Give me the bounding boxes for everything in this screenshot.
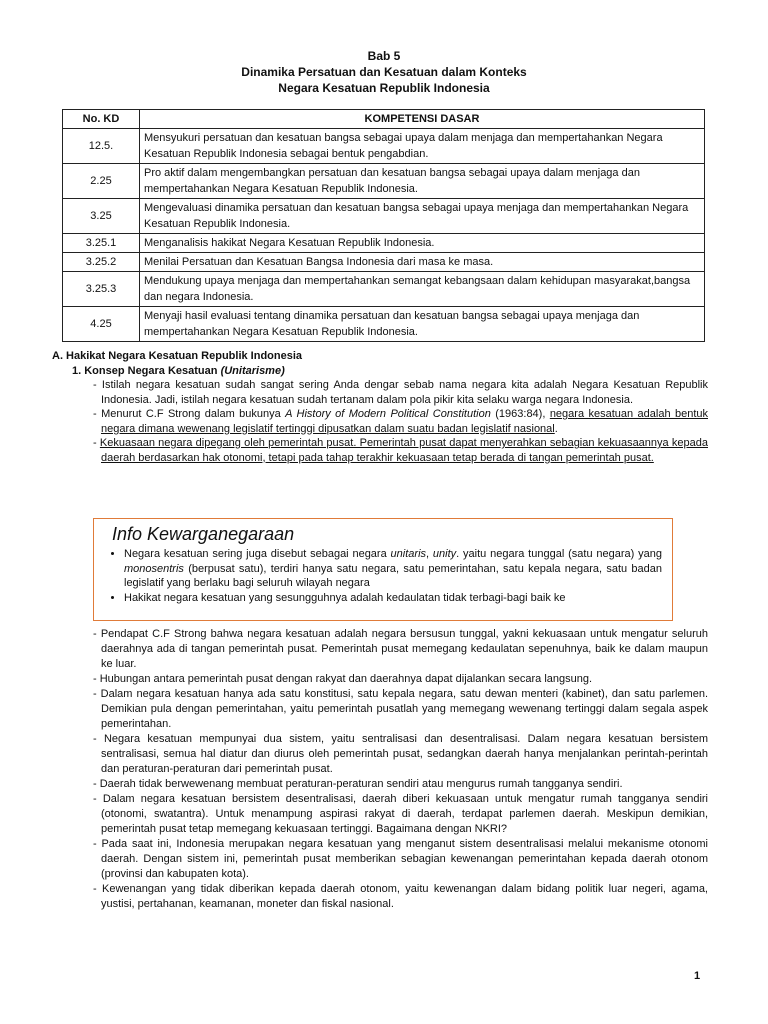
info-kewarganegaraan-box xyxy=(93,518,673,621)
list-item: - Daerah tidak berwewenang membuat peraturan-peraturan sendiri atau mengurus rumah tangganya sendiri. xyxy=(93,778,623,790)
book-title: A History of Modern Political Constitution xyxy=(285,408,491,420)
subsection-heading-term: (Unitarisme) xyxy=(220,364,285,377)
kd-number: 2.25 xyxy=(63,164,140,199)
text-run: (berpusat satu), terdiri hanya satu negara, satu pemerintahan, satu kepala negara, satu badan legislatif yang berlaku bagi seluruh wilayah negara xyxy=(124,562,662,589)
list-item: - Hubungan antara pemerintah pusat dengan rakyat dan daerahnya dapat dijalankan secara langsung. xyxy=(93,673,593,685)
paragraph-kekuasaan xyxy=(52,436,708,465)
term-unitaris: unitaris xyxy=(390,548,427,560)
list-item: - Dalam negara kesatuan hanya ada satu konstitusi, satu kepala negara, satu dewan menteri (kabinet), dan satu parlemen. Demikian pula dengan pemerintahan, yaitu pemerintah pusatlah yang memegang wewenang tertinggi dalam segala aspek pemerintahan. xyxy=(93,688,708,730)
table-row xyxy=(63,253,705,272)
kd-number: 3.25 xyxy=(63,199,140,234)
kd-description: Menilai Persatuan dan Kesatuan Bangsa Indonesia dari masa ke masa. xyxy=(140,253,705,272)
text-run: . yaitu negara tunggal (satu negara) yang xyxy=(456,548,662,560)
info-bullet-item xyxy=(124,547,662,591)
text-run: , xyxy=(426,548,433,560)
kd-description: Pro aktif dalam mengembangkan persatuan dan kesatuan bangsa sebagai upaya dalam menjaga dan mempertahankan Negara Kesatuan Republik Indonesia. xyxy=(140,164,705,199)
text-run: (1963:84), xyxy=(490,408,550,420)
kompetensi-dasar-table xyxy=(62,109,705,342)
text-run: - Menurut C.F Strong dalam bukunya xyxy=(93,408,286,420)
info-box-title: Info Kewarganegaraan xyxy=(112,524,295,544)
list-item: - Kewenangan yang tidak diberikan kepada daerah otonom, yaitu kewenangan dalam bidang politik luar negeri, agama, yustisi, pertahanan, keamanan, moneter dan fiskal nasional. xyxy=(93,883,708,910)
table-row xyxy=(63,199,705,234)
section-heading: A. Hakikat Negara Kesatuan Republik Indonesia xyxy=(52,350,303,362)
kd-description: Mendukung upaya menjaga dan mempertahankan semangat kebangsaan dalam kehidupan masyarakat,bangsa dan negara Indonesia. xyxy=(140,272,705,307)
kekuasaan-underlined: Kekuasaan negara dipegang oleh pemerintah pusat. Pemerintah pusat dapat menyerahkan sebagian kekuasaannya kepada daerah berdasarkan hak otonomi, tetapi pada tahap terakhir kekuasaan tetap berada di tangan pemerintah pusat. xyxy=(99,437,708,464)
text-run: Negara kesatuan sering juga disebut sebagai negara xyxy=(124,548,391,560)
list-item: - Pada saat ini, Indonesia merupakan negara kesatuan yang menganut sistem desentralisasi melalui mekanisme otonomi daerah. Dengan sistem ini, pemerintah pusat memberikan sebagian kewenangan pemerintahan kepada daerah otonom (provinsi dan kabupaten kota). xyxy=(93,838,708,880)
list-item: - Pendapat C.F Strong bahwa negara kesatuan adalah negara bersusun tunggal, yakni kekuasaan untuk mengatur seluruh daerahnya ada di tangan pemerintah pusat. Pemerintah pusat memegang kedaulatan sepenuhnya, baik ke dalam maupun ke luar. xyxy=(93,628,708,670)
kd-number: 3.25.2 xyxy=(63,253,140,272)
column-header-no-kd: No. KD xyxy=(63,110,140,129)
subsection-heading-text: 1. Konsep Negara Kesatuan xyxy=(72,364,221,377)
kd-number: 4.25 xyxy=(63,307,140,342)
page-number: 1 xyxy=(694,970,701,982)
kd-description: Mensyukuri persatuan dan kesatuan bangsa sebagai upaya dalam menjaga dan mempertahankan Negara Kesatuan Republik Indonesia sebagai bentuk pengabdian. xyxy=(140,129,705,164)
kd-description: Menganalisis hakikat Negara Kesatuan Republik Indonesia. xyxy=(140,234,705,253)
definition-underlined: negara kesatuan adalah bentuk negara dimana wewenang legislatif tertinggi dipusatkan dalam suatu badan legislatif nasional xyxy=(101,408,708,435)
table-row xyxy=(63,129,705,164)
chapter-title-line-2: Negara Kesatuan Republik Indonesia xyxy=(278,81,490,95)
info-bullet-list xyxy=(94,547,672,605)
dash: - xyxy=(93,437,100,449)
section-hakikat xyxy=(52,349,708,465)
chapter-number: Bab 5 xyxy=(367,49,401,63)
column-header-kompetensi: KOMPETENSI DASAR xyxy=(140,110,705,129)
text-run: . xyxy=(554,422,558,435)
list-item: - Negara kesatuan mempunyai dua sistem, yaitu sentralisasi dan desentralisasi. Dalam negara kesatuan bersistem sentralisasi, semua hal diatur dan diurus oleh pemerintah pusat, sedangkan daerah hanya menjalankan perintah-perintah dan peraturan-peraturan dari pemerintah pusat. xyxy=(93,733,708,775)
term-unity: unity xyxy=(432,548,457,560)
info-bullet-item: • Hakikat negara kesatuan yang sesungguhnya adalah kedaulatan tidak terbagi-bagi baik ke xyxy=(124,591,662,606)
negara-kesatuan-points xyxy=(52,627,708,912)
chapter-title-line-1: Dinamika Persatuan dan Kesatuan dalam Konteks xyxy=(241,65,527,79)
kd-number: 12.5. xyxy=(63,129,140,164)
kd-description: Mengevaluasi dinamika persatuan dan kesatuan bangsa sebagai upaya menjaga dan mempertahankan Negara Kesatuan Republik Indonesia. xyxy=(140,199,705,234)
table-row xyxy=(63,164,705,199)
subsection-heading xyxy=(52,364,708,379)
paragraph-cf-strong xyxy=(52,407,708,436)
list-item: - Dalam negara kesatuan bersistem desentralisasi, daerah diberi kekuasaan untuk mengatur rumah tangganya sendiri (otonomi, swatantra). Untuk menampung aspirasi rakyat di daerah, terdapat parlemen daerah. Meskipun demikian, pemerintah pusat tetap memegang kekuasaan tertinggi. Bagaimana dengan NKRI? xyxy=(93,793,708,835)
kd-description: Menyaji hasil evaluasi tentang dinamika persatuan dan kesatuan bangsa sebagai upaya menjaga dan mempertahankan Negara Kesatuan Republik Indonesia. xyxy=(140,307,705,342)
table-row xyxy=(63,272,705,307)
kd-number: 3.25.3 xyxy=(63,272,140,307)
table-row xyxy=(63,234,705,253)
table-header-row xyxy=(63,110,705,129)
term-monosentris: monosentris xyxy=(124,562,184,575)
chapter-header xyxy=(0,48,768,96)
paragraph-istilah: - Istilah negara kesatuan sudah sangat sering Anda dengar sebab nama negara kita adalah Negara Kesatuan Republik Indonesia. Jadi, istilah negara kesatuan sudah tertanam dalam pola pikir kita selaku warga negara Indonesia. xyxy=(93,379,708,406)
kd-number: 3.25.1 xyxy=(63,234,140,253)
table-row xyxy=(63,307,705,342)
